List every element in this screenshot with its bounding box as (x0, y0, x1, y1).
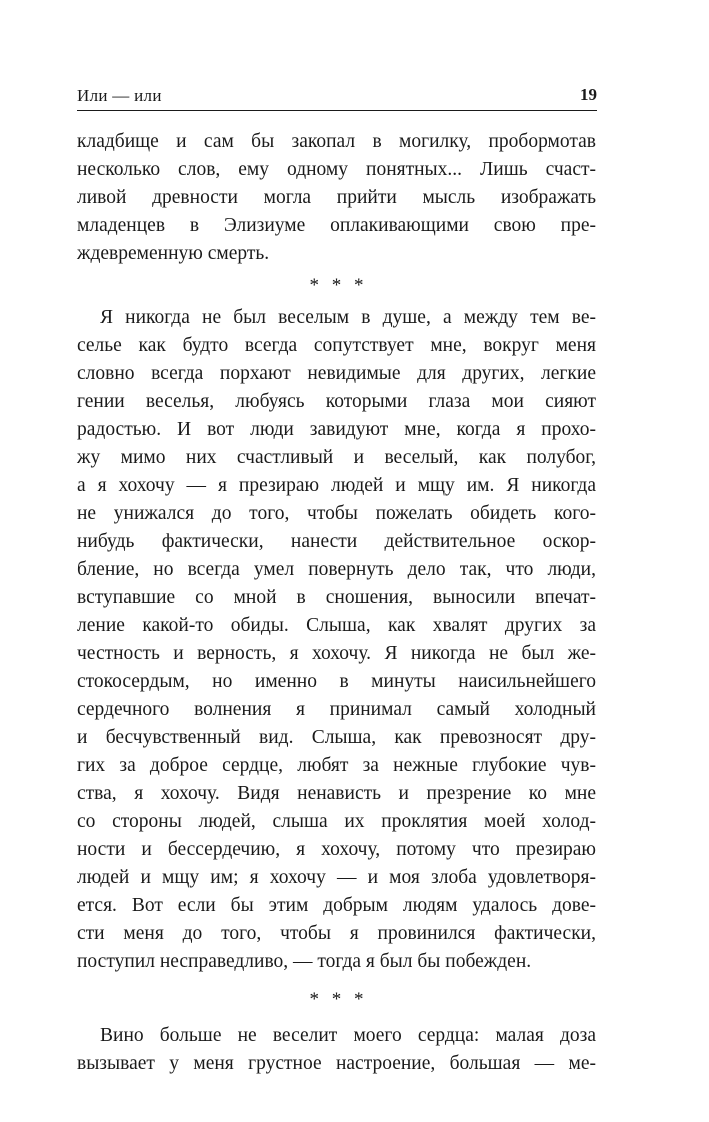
section-separator: * * * (309, 275, 364, 296)
text-line: ства, я хохочу. Видя ненависть и презрение ко мне (77, 783, 596, 804)
text-line: словно всегда порхают невидимые для других, легкие (77, 363, 596, 384)
text-line: ности и бессердечию, я хохочу, потому что презираю (77, 839, 596, 860)
text-line: со стороны людей, слыша их проклятия моей холод- (77, 811, 596, 832)
text-line: стокосердым, но именно в минуты наисильнейшего (77, 671, 596, 692)
text-line: поступил несправедливо, — тогда я был бы побежден. (77, 951, 532, 972)
section-separator: * * * (309, 989, 364, 1010)
text-line: вступавшие со мной в сношения, выносили впечат- (77, 587, 596, 608)
text-line: жу мимо них счастливый и веселый, как полубог, (77, 447, 596, 468)
text-line: радостью. И вот люди завидуют мне, когда я прохо- (77, 419, 596, 440)
text-line: кладбище и сам бы закопал в могилку, пробормотав (77, 131, 596, 152)
text-line: ливой древности могла прийти мысль изображать (77, 187, 596, 208)
text-line: вызывает у меня грустное настроение, большая — ме- (77, 1053, 596, 1074)
running-title: Или — или (77, 86, 162, 105)
text-line: людей и мщу им; я хохочу — и моя злоба удовлетворя- (77, 867, 596, 888)
text-line: и бесчувственный вид. Слыша, как превозносят дру- (77, 727, 596, 748)
text-line: младенцев в Элизиуме оплакивающими свою пре- (77, 215, 596, 236)
text-line: ждевременную смерть. (77, 243, 270, 264)
text-line: бление, но всегда умел повернуть дело так, что люди, (77, 559, 596, 580)
text-line: несколько слов, ему одному понятных... Лишь счаст- (77, 159, 596, 180)
running-head (77, 80, 597, 110)
text-line: не унижался до того, чтобы пожелать обидеть кого- (77, 503, 596, 524)
text-line: а я хохочу — я презираю людей и мщу им. Я никогда (77, 475, 596, 496)
text-line: нибудь фактически, нанести действительное оскор- (77, 531, 596, 552)
text-line: гении веселья, любуясь которыми глаза мои сияют (77, 391, 596, 412)
text-line: сти меня до того, чтобы я провинился фактически, (77, 923, 596, 944)
header-rule (77, 110, 597, 111)
page-number: 19 (580, 85, 597, 104)
text-line: сердечного волнения я принимал самый холодный (77, 699, 596, 720)
text-line: ется. Вот если бы этим добрым людям удалось дове- (77, 895, 596, 916)
text-line: Я никогда не был веселым в душе, а между тем ве- (100, 307, 596, 328)
text-line: честность и верность, я хохочу. Я никогда не был же- (77, 643, 596, 664)
text-line: Вино больше не веселит моего сердца: малая доза (100, 1025, 596, 1046)
text-line: ление какой-то обиды. Слыша, как хвалят других за (77, 615, 596, 636)
text-line: селье как будто всегда сопутствует мне, вокруг меня (77, 335, 596, 356)
text-line: гих за доброе сердце, любят за нежные глубокие чув- (77, 755, 596, 776)
